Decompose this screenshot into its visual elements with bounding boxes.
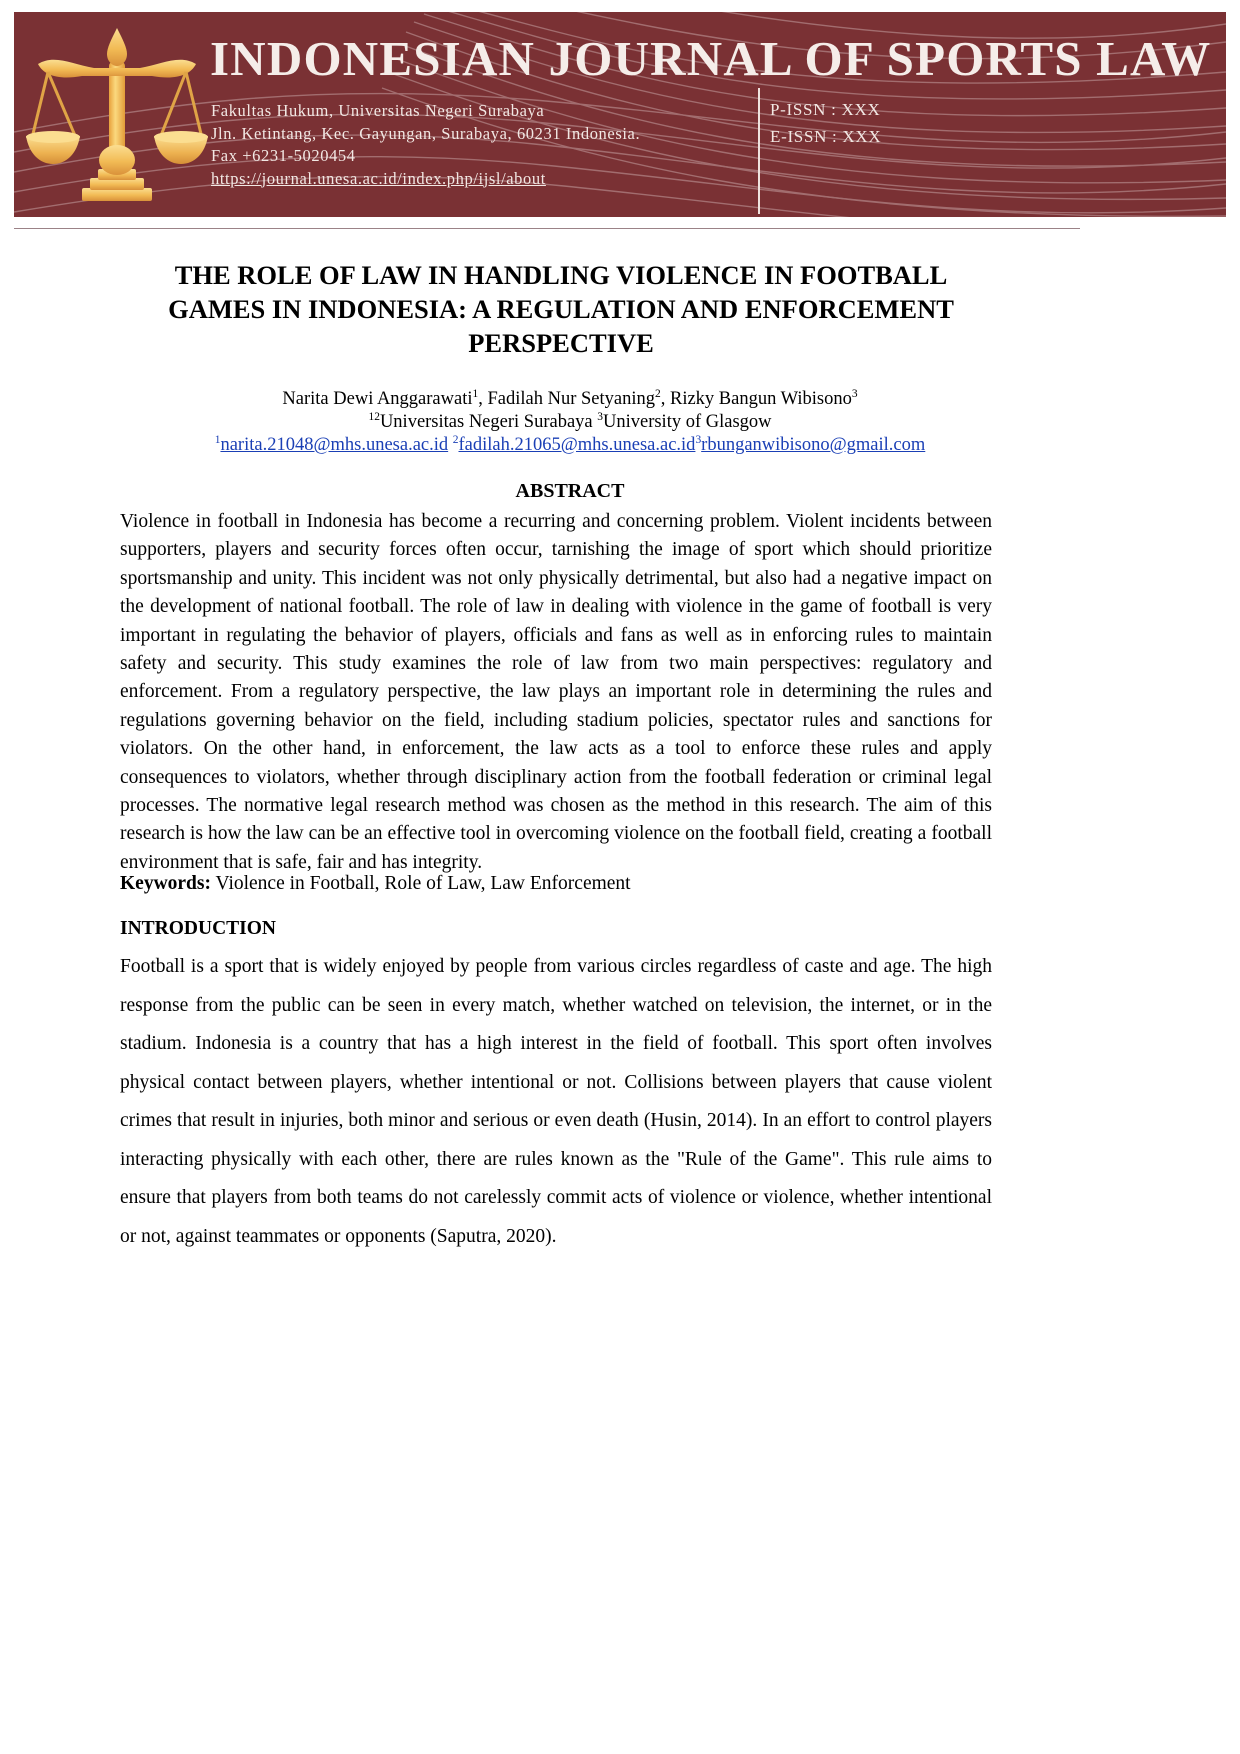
- electronic-issn: E-ISSN : XXX: [770, 127, 882, 146]
- affiliation-list: [120, 411, 1020, 433]
- author-2-marker: 2: [655, 387, 661, 400]
- affiliation-2-name: University of Glasgow: [602, 412, 772, 432]
- affiliation-1-name: Universitas Negeri Surabaya: [379, 412, 593, 432]
- email-2-marker: 2: [452, 433, 459, 446]
- email-link-1[interactable]: narita.21048@mhs.unesa.ac.id: [220, 435, 449, 455]
- issn-divider: [758, 88, 760, 214]
- email-link-3[interactable]: rbunganwibisono@gmail.com: [701, 435, 926, 455]
- journal-masthead: [14, 12, 1226, 217]
- print-issn: P-ISSN : XXX: [770, 100, 881, 119]
- affiliation-2-marker: 3: [597, 410, 603, 423]
- affiliation-1-marker: 12: [368, 410, 380, 423]
- contact-fax: Fax +6231-5020454: [211, 146, 356, 165]
- author-3-marker: 3: [851, 387, 858, 400]
- email-1-marker: 1: [214, 433, 221, 446]
- abstract-heading: ABSTRACT: [515, 480, 625, 502]
- issn-block: [770, 96, 881, 150]
- introduction-body: Football is a sport that is widely enjoyed by people from various circles regardless of caste and age. The high response from the public can be seen in every match, whether watched on television, the internet, or in the stadium. Indonesia is a country that has a high interest in the field of football. This sport often involves physical contact between players, whether intentional or not. Collisions between players that cause violent crimes that result in injuries, both minor and serious or even death (Husin, 2014). In an effort to control players interacting physically with each other, there are rules known as the "Rule of the Game". This rule aims to ensure that players from both teams do not carelessly commit acts of violence or violence, whether intentional or not, against teammates or opponents (Saputra, 2020).: [120, 956, 992, 1247]
- journal-website-link[interactable]: https://journal.unesa.ac.id/index.php/ijsl/about: [211, 168, 546, 188]
- scales-of-justice-icon: [24, 20, 209, 210]
- introduction-heading: INTRODUCTION: [120, 918, 277, 939]
- author-1-marker: 1: [472, 387, 479, 400]
- email-link-2[interactable]: fadilah.21065@mhs.unesa.ac.id: [458, 435, 696, 455]
- abstract-body: Violence in football in Indonesia has become a recurring and concerning problem. Violent incidents between supporters, players and security forces often occur, tarnishing the image of sport which should prioritize sportsmanship and unity. This incident was not only physically detrimental, but also had a negative impact on the development of national football. The role of law in dealing with violence in the game of football is very important in regulating the behavior of players, officials and fans as well as in enforcing rules to maintain safety and security. This study examines the role of law from two main perspectives: regulatory and enforcement. From a regulatory perspective, the law plays an important role in determining the rules and regulations governing behavior on the field, including stadium policies, spectator rules and sanctions for violators. On the other hand, in enforcement, the law acts as a tool to enforce these rules and apply consequences to violators, whether through disciplinary action from the football federation or criminal legal processes. The normative legal research method was chosen as the method in this research. The aim of this research is how the law can be an effective tool in overcoming violence on the football field, creating a football environment that is safe, fair and has integrity.: [120, 511, 992, 873]
- author-list: Narita Dewi Anggarawati$^1$, Fadilah Nur Setyaning$^2$, Rizky Bangun Wibisono$^3$: [282, 387, 858, 409]
- email-3-marker: 3: [695, 433, 702, 446]
- journal-title: INDONESIAN JOURNAL OF SPORTS LAW: [210, 31, 1212, 86]
- page-title: THE ROLE OF LAW IN HANDLING VIOLENCE IN FOOTBALL GAMES IN INDONESIA: A REGULATION AND ENFORCEMENT PERSPECTIVE: [168, 260, 954, 358]
- keywords-line: [120, 870, 992, 898]
- contact-address: Jln. Ketintang, Kec. Gayungan, Surabaya, 60231 Indonesia.: [211, 123, 641, 143]
- contact-faculty: Fakultas Hukum, Universitas Negeri Surabaya: [211, 101, 545, 120]
- keywords-label: Keywords:: [120, 873, 211, 894]
- masthead-bottom-rule: [14, 228, 1080, 229]
- author-3-name: Rizky Bangun Wibisono: [669, 389, 852, 409]
- author-2-name: Fadilah Nur Setyaning: [487, 389, 655, 409]
- author-email-list: [120, 434, 1020, 456]
- keywords-value: Violence in Football, Role of Law, Law Enforcement: [215, 873, 631, 894]
- journal-contact-info: [211, 100, 751, 190]
- author-1-name: Narita Dewi Anggarawati: [282, 389, 473, 409]
